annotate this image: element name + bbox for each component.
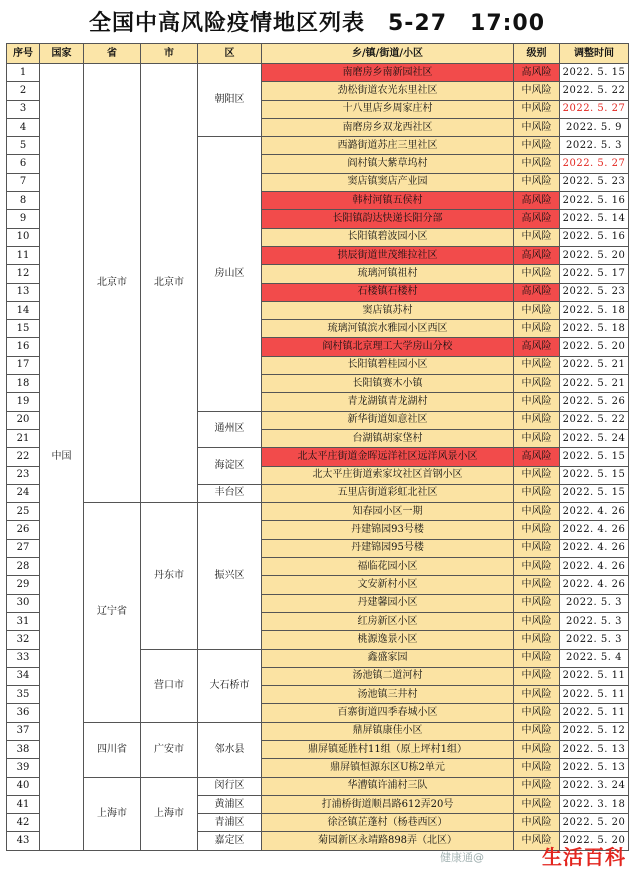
row-index: 5	[7, 137, 40, 155]
date-cell: 2022. 4. 26	[560, 576, 629, 594]
page-title: 全国中高风险疫情地区列表 5-27 17:00	[88, 11, 546, 36]
level-cell: 中风险	[514, 100, 560, 118]
row-index: 19	[7, 393, 40, 411]
date-cell: 2022. 5. 18	[560, 320, 629, 338]
level-cell: 高风险	[514, 64, 560, 82]
area-cell: 打浦桥街道顺昌路612弄20号	[262, 795, 514, 813]
area-cell: 长阳镇碧桂园小区	[262, 356, 514, 374]
row-index: 14	[7, 301, 40, 319]
level-cell: 中风险	[514, 521, 560, 539]
area-cell: 阎村镇北京理工大学房山分校	[262, 338, 514, 356]
area-cell: 知春园小区一期	[262, 503, 514, 521]
area-cell: 窦店镇苏村	[262, 301, 514, 319]
risk-area-table	[6, 43, 629, 851]
row-index: 4	[7, 118, 40, 136]
row-index: 9	[7, 210, 40, 228]
area-cell: 汤池镇二道河村	[262, 667, 514, 685]
date-cell: 2022. 5. 15	[560, 448, 629, 466]
level-cell: 中风险	[514, 173, 560, 191]
level-cell: 中风险	[514, 558, 560, 576]
level-cell: 中风险	[514, 686, 560, 704]
date-cell: 2022. 5. 22	[560, 411, 629, 429]
area-cell: 阎村镇大紫草坞村	[262, 155, 514, 173]
level-cell: 中风险	[514, 832, 560, 850]
table-row	[7, 64, 629, 82]
province-cell: 四川省	[84, 722, 141, 777]
level-cell: 中风险	[514, 631, 560, 649]
date-cell: 2022. 5. 24	[560, 429, 629, 447]
row-index: 39	[7, 759, 40, 777]
level-cell: 中风险	[514, 320, 560, 338]
row-index: 1	[7, 64, 40, 82]
level-cell: 中风险	[514, 740, 560, 758]
row-index: 23	[7, 466, 40, 484]
level-cell: 中风险	[514, 265, 560, 283]
date-cell: 2022. 5. 16	[560, 192, 629, 210]
date-cell: 2022. 5. 21	[560, 356, 629, 374]
area-cell: 丹建馨园小区	[262, 594, 514, 612]
level-cell: 中风险	[514, 594, 560, 612]
table-header-row	[7, 44, 629, 64]
district-cell: 房山区	[198, 137, 262, 411]
area-cell: 鼎屏镇康佳小区	[262, 722, 514, 740]
date-cell: 2022. 5. 21	[560, 375, 629, 393]
level-cell: 高风险	[514, 283, 560, 301]
level-cell: 中风险	[514, 228, 560, 246]
area-cell: 红房新区小区	[262, 612, 514, 630]
district-cell: 丰台区	[198, 484, 262, 502]
district-cell: 黄浦区	[198, 795, 262, 813]
row-index: 20	[7, 411, 40, 429]
area-cell: 五里店街道彩虹北社区	[262, 484, 514, 502]
area-cell: 丹建锦园93号楼	[262, 521, 514, 539]
row-index: 12	[7, 265, 40, 283]
row-index: 40	[7, 777, 40, 795]
area-cell: 西潞街道苏庄三里社区	[262, 137, 514, 155]
header-country: 国家	[40, 44, 84, 64]
level-cell: 中风险	[514, 393, 560, 411]
date-cell: 2022. 5. 11	[560, 704, 629, 722]
city-cell: 广安市	[141, 722, 198, 777]
area-cell: 北太平庄街道索家坟社区首钢小区	[262, 466, 514, 484]
province-cell: 北京市	[84, 64, 141, 503]
date-cell: 2022. 5. 15	[560, 466, 629, 484]
watermark-logo: 生活百科	[542, 845, 626, 869]
area-cell: 百寨街道四季春城小区	[262, 704, 514, 722]
level-cell: 中风险	[514, 667, 560, 685]
level-cell: 中风险	[514, 503, 560, 521]
level-cell: 高风险	[514, 246, 560, 264]
header-level: 级别	[514, 44, 560, 64]
area-cell: 琉璃河镇祖村	[262, 265, 514, 283]
level-cell: 高风险	[514, 210, 560, 228]
level-cell: 中风险	[514, 814, 560, 832]
date-cell: 2022. 5. 17	[560, 265, 629, 283]
area-cell: 窦店镇窦店产业园	[262, 173, 514, 191]
area-cell: 石楼镇石楼村	[262, 283, 514, 301]
row-index: 35	[7, 686, 40, 704]
district-cell: 闵行区	[198, 777, 262, 795]
level-cell: 中风险	[514, 704, 560, 722]
level-cell: 中风险	[514, 429, 560, 447]
city-cell: 营口市	[141, 649, 198, 722]
area-cell: 拱辰街道世茂维拉社区	[262, 246, 514, 264]
area-cell: 新华街道如意社区	[262, 411, 514, 429]
level-cell: 高风险	[514, 448, 560, 466]
date-cell: 2022. 5. 3	[560, 594, 629, 612]
level-cell: 中风险	[514, 82, 560, 100]
row-index: 27	[7, 539, 40, 557]
area-cell: 北太平庄街道金晖远洋社区远洋风景小区	[262, 448, 514, 466]
row-index: 13	[7, 283, 40, 301]
date-cell: 2022. 5. 27	[560, 155, 629, 173]
date-cell: 2022. 5. 3	[560, 631, 629, 649]
row-index: 29	[7, 576, 40, 594]
row-index: 18	[7, 375, 40, 393]
row-index: 6	[7, 155, 40, 173]
row-index: 15	[7, 320, 40, 338]
level-cell: 中风险	[514, 539, 560, 557]
header-index: 序号	[7, 44, 40, 64]
date-cell: 2022. 5. 23	[560, 283, 629, 301]
header-district: 区	[198, 44, 262, 64]
row-index: 31	[7, 612, 40, 630]
area-cell: 徐泾镇芷蓬村（杨巷西区）	[262, 814, 514, 832]
table-row	[7, 777, 629, 795]
table-row	[7, 503, 629, 521]
level-cell: 中风险	[514, 795, 560, 813]
district-cell: 通州区	[198, 411, 262, 448]
date-cell: 2022. 5. 13	[560, 759, 629, 777]
date-cell: 2022. 5. 12	[560, 722, 629, 740]
row-index: 32	[7, 631, 40, 649]
area-cell: 长阳镇碧波园小区	[262, 228, 514, 246]
header-province: 省	[84, 44, 141, 64]
level-cell: 中风险	[514, 576, 560, 594]
country-cell: 中国	[40, 64, 84, 851]
header-date: 调整时间	[560, 44, 629, 64]
district-cell: 邻水县	[198, 722, 262, 777]
date-cell: 2022. 4. 26	[560, 558, 629, 576]
level-cell: 中风险	[514, 411, 560, 429]
district-cell: 海淀区	[198, 448, 262, 485]
table-row	[7, 722, 629, 740]
row-index: 10	[7, 228, 40, 246]
area-cell: 鼎屏镇恒源东区U栋2单元	[262, 759, 514, 777]
date-cell: 2022. 5. 15	[560, 64, 629, 82]
city-cell: 北京市	[141, 64, 198, 503]
level-cell: 高风险	[514, 192, 560, 210]
row-index: 26	[7, 521, 40, 539]
date-cell: 2022. 5. 18	[560, 301, 629, 319]
date-cell: 2022. 3. 24	[560, 777, 629, 795]
row-index: 38	[7, 740, 40, 758]
district-cell: 振兴区	[198, 503, 262, 649]
date-cell: 2022. 5. 26	[560, 393, 629, 411]
level-cell: 中风险	[514, 356, 560, 374]
area-cell: 长阳镇韵达快递长阳分部	[262, 210, 514, 228]
area-cell: 琉璃河镇滨水雅园小区西区	[262, 320, 514, 338]
area-cell: 汤池镇三井村	[262, 686, 514, 704]
district-cell: 嘉定区	[198, 832, 262, 850]
date-cell: 2022. 5. 20	[560, 832, 629, 850]
row-index: 22	[7, 448, 40, 466]
date-cell: 2022. 5. 14	[560, 210, 629, 228]
row-index: 28	[7, 558, 40, 576]
level-cell: 中风险	[514, 759, 560, 777]
row-index: 33	[7, 649, 40, 667]
city-cell: 上海市	[141, 777, 198, 850]
area-cell: 长阳镇赛木小镇	[262, 375, 514, 393]
area-cell: 韩村河镇五侯村	[262, 192, 514, 210]
date-cell: 2022. 5. 13	[560, 740, 629, 758]
district-cell: 青浦区	[198, 814, 262, 832]
watermark-source: 健康通@	[440, 851, 484, 864]
date-cell: 2022. 5. 4	[560, 649, 629, 667]
row-index: 42	[7, 814, 40, 832]
header-city: 市	[141, 44, 198, 64]
row-index: 11	[7, 246, 40, 264]
header-area: 乡/镇/街道/小区	[262, 44, 514, 64]
province-cell: 上海市	[84, 777, 141, 850]
level-cell: 中风险	[514, 466, 560, 484]
date-cell: 2022. 3. 18	[560, 795, 629, 813]
area-cell: 台湖镇胡家垡村	[262, 429, 514, 447]
level-cell: 中风险	[514, 155, 560, 173]
date-cell: 2022. 5. 22	[560, 82, 629, 100]
city-cell: 丹东市	[141, 503, 198, 649]
district-cell: 朝阳区	[198, 64, 262, 137]
level-cell: 中风险	[514, 375, 560, 393]
date-cell: 2022. 5. 15	[560, 484, 629, 502]
row-index: 7	[7, 173, 40, 191]
row-index: 25	[7, 503, 40, 521]
row-index: 16	[7, 338, 40, 356]
row-index: 8	[7, 192, 40, 210]
row-index: 17	[7, 356, 40, 374]
area-cell: 丹建锦园95号楼	[262, 539, 514, 557]
level-cell: 中风险	[514, 612, 560, 630]
row-index: 36	[7, 704, 40, 722]
date-cell: 2022. 5. 11	[560, 667, 629, 685]
level-cell: 中风险	[514, 649, 560, 667]
row-index: 2	[7, 82, 40, 100]
area-cell: 劲松街道农光东里社区	[262, 82, 514, 100]
date-cell: 2022. 5. 11	[560, 686, 629, 704]
date-cell: 2022. 4. 26	[560, 503, 629, 521]
date-cell: 2022. 5. 27	[560, 100, 629, 118]
level-cell: 中风险	[514, 777, 560, 795]
level-cell: 中风险	[514, 137, 560, 155]
date-cell: 2022. 5. 20	[560, 246, 629, 264]
area-cell: 桃源逸景小区	[262, 631, 514, 649]
date-cell: 2022. 5. 3	[560, 137, 629, 155]
area-cell: 文安新村小区	[262, 576, 514, 594]
row-index: 24	[7, 484, 40, 502]
area-cell: 南磨房乡南新园社区	[262, 64, 514, 82]
area-cell: 鑫盛家园	[262, 649, 514, 667]
row-index: 3	[7, 100, 40, 118]
row-index: 30	[7, 594, 40, 612]
area-cell: 南磨房乡双龙西社区	[262, 118, 514, 136]
date-cell: 2022. 5. 3	[560, 612, 629, 630]
province-cell: 辽宁省	[84, 503, 141, 723]
area-cell: 菊园新区永靖路898弄（北区）	[262, 832, 514, 850]
area-cell: 华漕镇许浦村三队	[262, 777, 514, 795]
district-cell: 大石桥市	[198, 649, 262, 722]
date-cell: 2022. 5. 20	[560, 814, 629, 832]
date-cell: 2022. 5. 9	[560, 118, 629, 136]
row-index: 37	[7, 722, 40, 740]
level-cell: 高风险	[514, 338, 560, 356]
date-cell: 2022. 5. 20	[560, 338, 629, 356]
date-cell: 2022. 4. 26	[560, 539, 629, 557]
row-index: 34	[7, 667, 40, 685]
level-cell: 中风险	[514, 301, 560, 319]
area-cell: 鼎屏镇延胜村11组（原上坪村1组）	[262, 740, 514, 758]
date-cell: 2022. 5. 16	[560, 228, 629, 246]
area-cell: 青龙湖镇青龙湖村	[262, 393, 514, 411]
level-cell: 中风险	[514, 722, 560, 740]
row-index: 41	[7, 795, 40, 813]
area-cell: 十八里店乡周家庄村	[262, 100, 514, 118]
area-cell: 福临花园小区	[262, 558, 514, 576]
level-cell: 中风险	[514, 484, 560, 502]
date-cell: 2022. 4. 26	[560, 521, 629, 539]
date-cell: 2022. 5. 23	[560, 173, 629, 191]
row-index: 43	[7, 832, 40, 850]
level-cell: 中风险	[514, 118, 560, 136]
row-index: 21	[7, 429, 40, 447]
